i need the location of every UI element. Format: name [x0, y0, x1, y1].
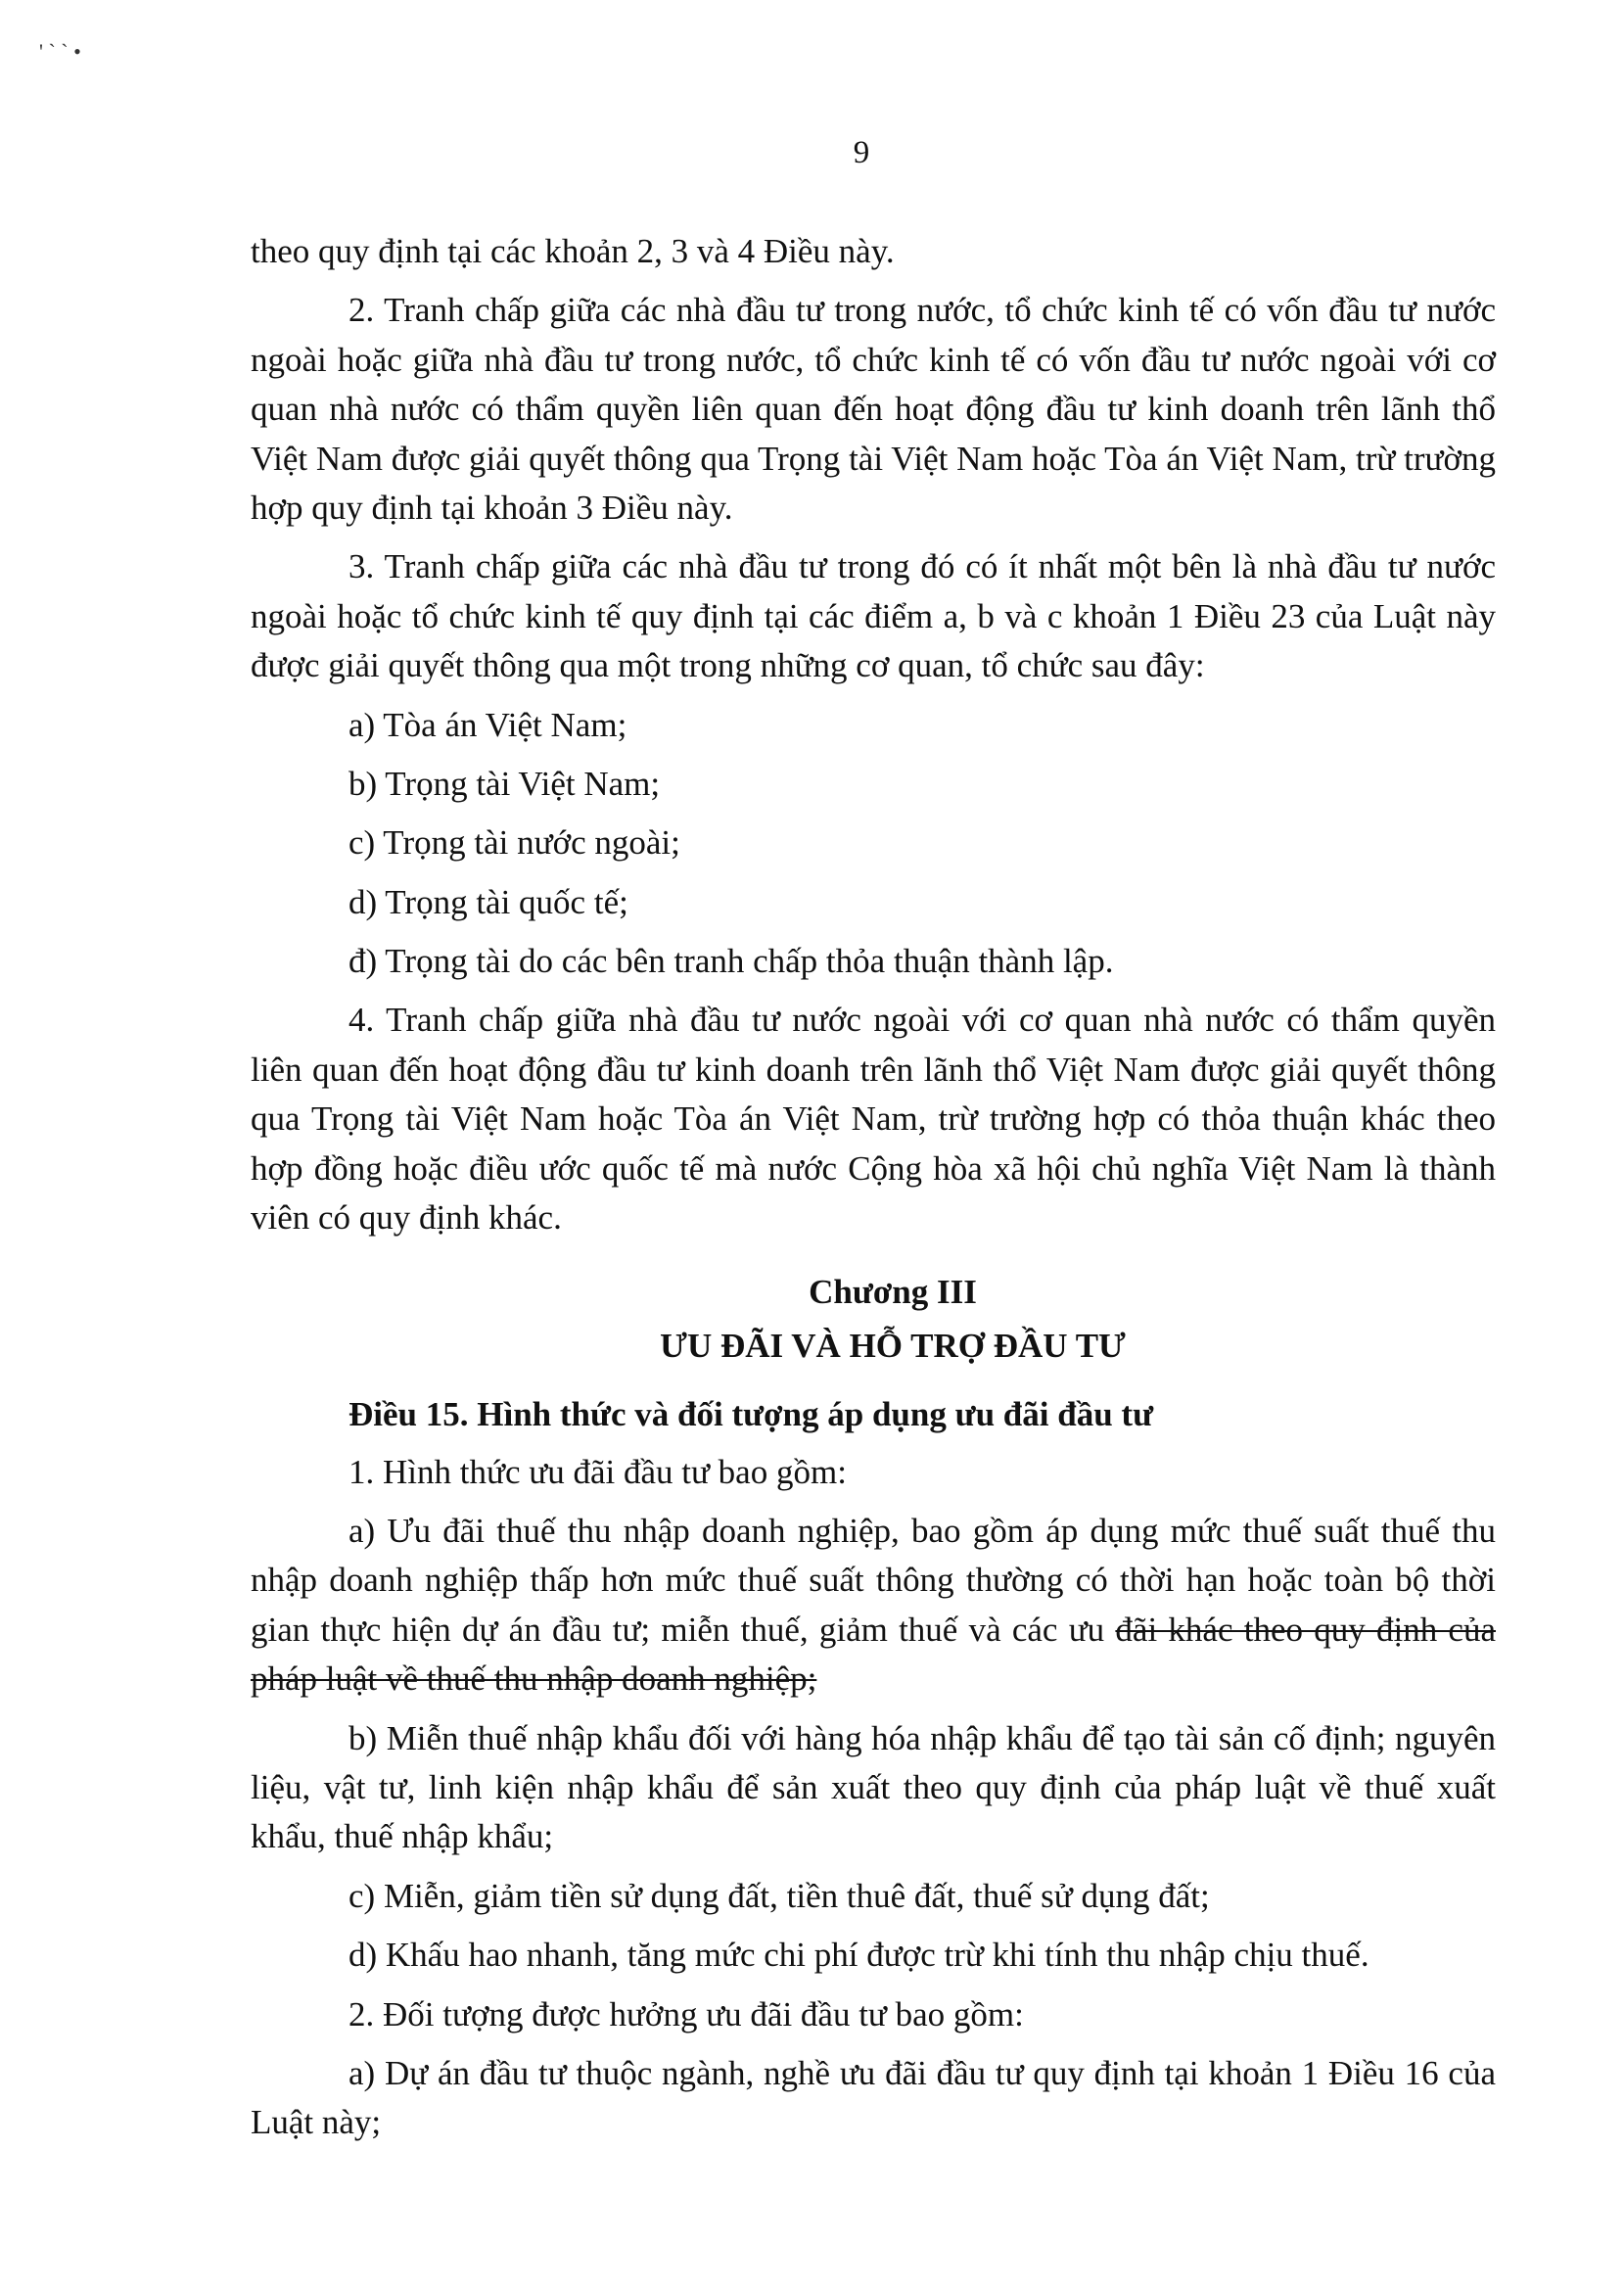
chapter-title: Chương III — [809, 1273, 977, 1312]
article-clause-2: 2. Đối tượng được hưởng ưu đãi đầu tư bao gồm: — [348, 1994, 1024, 2033]
page-number: 9 — [853, 135, 870, 170]
article-clause-2-item-a: a) Dự án đầu tư thuộc ngành, nghề ưu đãi đầu tư quy định tại khoản 1 Điều 16 của Luật này; — [251, 2053, 1496, 2142]
clause-3: 3. Tranh chấp giữa các nhà đầu tư trong đó có ít nhất một bên là nhà đầu tư nước ngoài hoặc tổ chức kinh tế quy định tại các điểm a, b và c khoản 1 Điều 23 của Luật này được giải quyết thông qua một trong những cơ quan, tổ chức sau đây: — [251, 547, 1496, 685]
struck-text: đãi khác theo quy định của pháp luật về thuế thu nhập doanh nghiệp; — [251, 1610, 1497, 1699]
paragraph-continuation: theo quy định tại các khoản 2, 3 và 4 Điều này. — [251, 232, 895, 270]
list-item-c: c) Trọng tài nước ngoài; — [348, 823, 680, 863]
article-item-b: b) Miễn thuế nhập khẩu đối với hàng hóa nhập khẩu để tạo tài sản cố định; nguyên liệu, vật tư, linh kiện nhập khẩu để sản xuất theo quy định của pháp luật về thuế xuất khẩu, thuế nhập khẩu; — [251, 1718, 1496, 1856]
clause-4: 4. Tranh chấp giữa nhà đầu tư nước ngoài với cơ quan nhà nước có thẩm quyền liên quan đến hoạt động đầu tư kinh doanh trên lãnh thổ Việt Nam được giải quyết thông qua Trọng tài Việt Nam hoặc Tòa án Việt Nam, trừ trường hợp có thỏa thuận khác theo hợp đồng hoặc điều ước quốc tế mà nước Cộng hòa xã hội chủ nghĩa Việt Nam là thành viên có quy định khác. — [251, 1001, 1496, 1238]
clause-2: 2. Tranh chấp giữa các nhà đầu tư trong nước, tổ chức kinh tế có vốn đầu tư nước ngoài hoặc giữa nhà đầu tư trong nước, tổ chức kinh tế có vốn đầu tư nước ngoài với cơ quan nhà nước có thẩm quyền liên quan đến hoạt động đầu tư kinh doanh trên lãnh thổ Việt Nam được giải quyết thông qua Trọng tài Việt Nam hoặc Tòa án Việt Nam, trừ trường hợp quy định tại khoản 3 Điều này. — [251, 291, 1496, 527]
list-item-dd: đ) Trọng tài do các bên tranh chấp thỏa thuận thành lập. — [348, 942, 1114, 981]
chapter-subtitle: ƯU ĐÃI VÀ HỖ TRỢ ĐẦU TƯ — [660, 1326, 1126, 1365]
document-body — [251, 227, 1496, 2158]
article-title: Điều 15. Hình thức và đối tượng áp dụng ưu đãi đầu tư — [348, 1395, 1154, 1434]
article-item-a-text: a) Ưu đãi thuế thu nhập doanh nghiệp, bao gồm áp dụng mức thuế suất thuế thu nhập doanh nghiệp thấp hơn mức thuế suất thông thường có thời hạn hoặc toàn bộ thời gian thực hiện dự án đầu tư; miễn thuế, giảm thuế và các ưu — [251, 1511, 1496, 1649]
list-item-d: d) Trọng tài quốc tế; — [348, 882, 628, 921]
article-item-c: c) Miễn, giảm tiền sử dụng đất, tiền thuê đất, thuế sử dụng đất; — [348, 1876, 1210, 1915]
article-clause-1: 1. Hình thức ưu đãi đầu tư bao gồm: — [348, 1452, 847, 1491]
scan-marks: ' ` ˋ • — [39, 39, 81, 64]
list-item-a: a) Tòa án Việt Nam; — [348, 705, 627, 744]
article-item-a — [251, 1507, 1496, 1705]
article-item-d: d) Khấu hao nhanh, tăng mức chi phí được trừ khi tính thu nhập chịu thuế. — [348, 1936, 1369, 1975]
list-item-b: b) Trọng tài Việt Nam; — [348, 764, 661, 803]
